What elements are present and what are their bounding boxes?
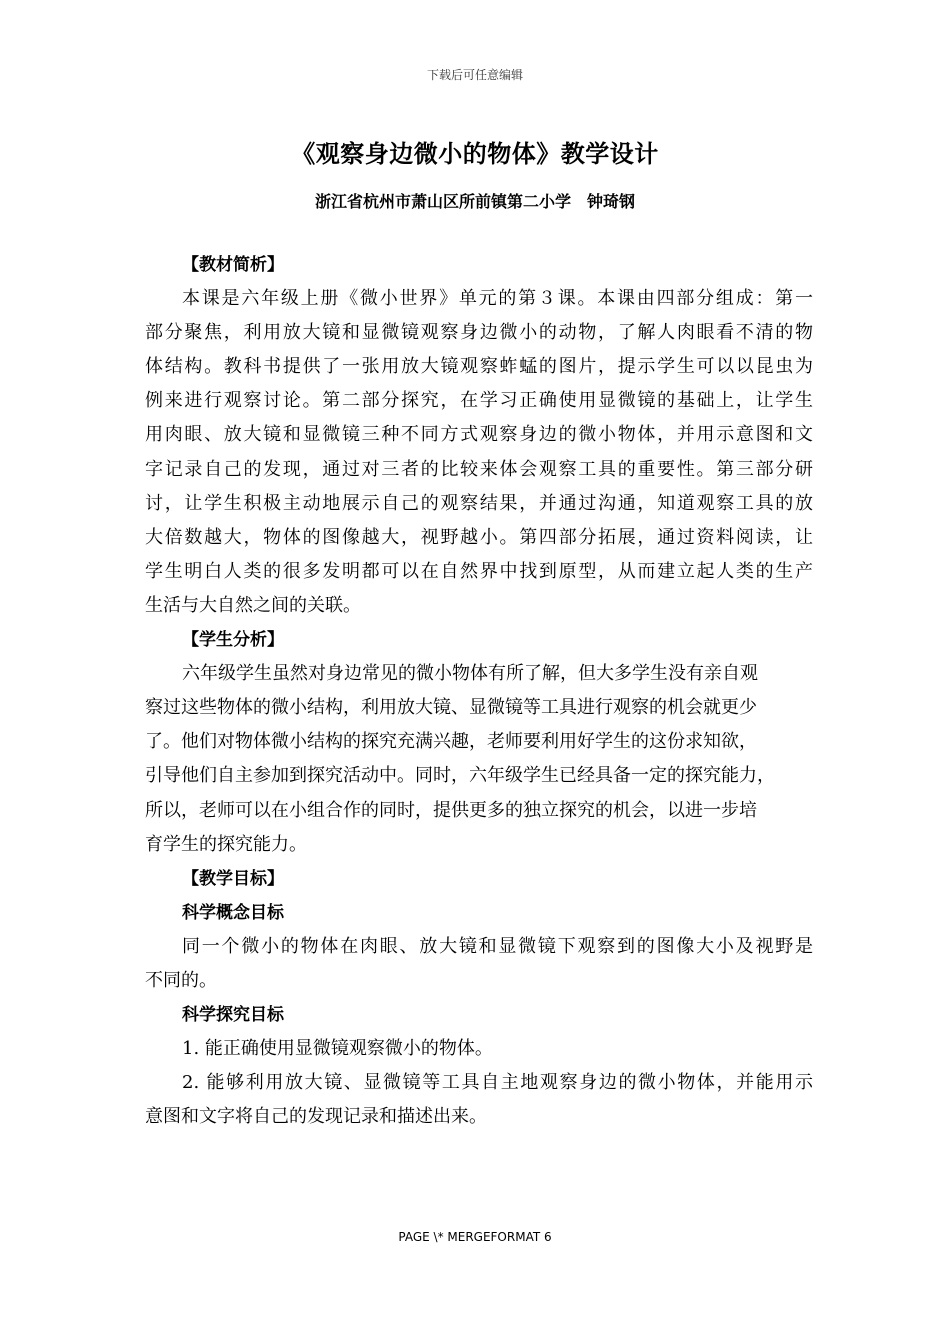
- body-text-line: 2. 能够利用放大镜、显微镜等工具自主地观察身边的微小物体，并能用示: [182, 1072, 813, 1094]
- author-line: 浙江省杭州市萧山区所前镇第二小学 钟琦钢: [314, 192, 635, 211]
- body-text-line: 意图和文字将自己的发现记录和描述出来。: [145, 1106, 487, 1128]
- body-text-line: 大倍数越大，物体的图像越大，视野越小。第四部分拓展，通过资料阅读，让: [145, 526, 813, 548]
- body-text-line: 所以，老师可以在小组合作的同时，提供更多的独立探究的机会，以进一步培: [145, 799, 757, 821]
- body-text-line: 学生明白人类的很多发明都可以在自然界中找到原型，从而建立起人类的生产: [145, 560, 813, 582]
- body-text-line: 不同的。: [145, 969, 217, 991]
- body-text-line: 体结构。教科书提供了一张用放大镜观察蚱蜢的图片，提示学生可以以昆虫为: [145, 356, 813, 378]
- body-text-line: 讨，让学生积极主动地展示自己的观察结果，并通过沟通，知道观察工具的放: [145, 492, 813, 514]
- section-heading: 【教材简析】: [182, 255, 284, 275]
- section-heading: 【教学目标】: [182, 868, 284, 889]
- document-body: [145, 248, 813, 1134]
- page-footer: PAGE \* MERGEFORMAT 6: [398, 1230, 552, 1244]
- header-note: 下载后可任意编辑: [426, 68, 523, 82]
- body-text-line: 用肉眼、放大镜和显微镜三种不同方式观察身边的微小物体，并用示意图和文: [145, 424, 813, 446]
- section-heading: 科学探究目标: [182, 1005, 284, 1026]
- section-heading: 【学生分析】: [182, 630, 284, 651]
- body-text-line: 本课是六年级上册《微小世界》单元的第３课。本课由四部分组成：第一: [182, 288, 813, 310]
- body-text-line: 引导他们自主参加到探究活动中。同时，六年级学生已经具备一定的探究能力，: [145, 765, 775, 787]
- body-text-line: 1. 能正确使用显微镜观察微小的物体。: [182, 1038, 493, 1060]
- body-text-line: 字记录自己的发现，通过对三者的比较来体会观察工具的重要性。第三部分研: [145, 458, 813, 480]
- body-text-line: 生活与大自然之间的关联。: [145, 594, 361, 616]
- body-text-line: 察过这些物体的微小结构，利用放大镜、显微镜等工具进行观察的机会就更少: [145, 697, 757, 719]
- document-title: 《观察身边微小的物体》教学设计: [291, 140, 659, 168]
- body-text-line: 同一个微小的物体在肉眼、放大镜和显微镜下观察到的图像大小及视野是: [182, 935, 813, 957]
- body-text-line: 育学生的探究能力。: [145, 833, 307, 855]
- body-text-line: 了。他们对物体微小结构的探究充满兴趣，老师要利用好学生的这份求知欲，: [145, 731, 757, 753]
- section-heading: 科学概念目标: [182, 902, 284, 923]
- body-text-line: 六年级学生虽然对身边常见的微小物体有所了解，但大多学生没有亲自观: [182, 663, 758, 685]
- body-text-line: 例来进行观察讨论。第二部分探究，在学习正确使用显微镜的基础上，让学生: [145, 390, 813, 412]
- body-text-line: 部分聚焦，利用放大镜和显微镜观察身边微小的动物，了解人肉眼看不清的物: [145, 322, 813, 344]
